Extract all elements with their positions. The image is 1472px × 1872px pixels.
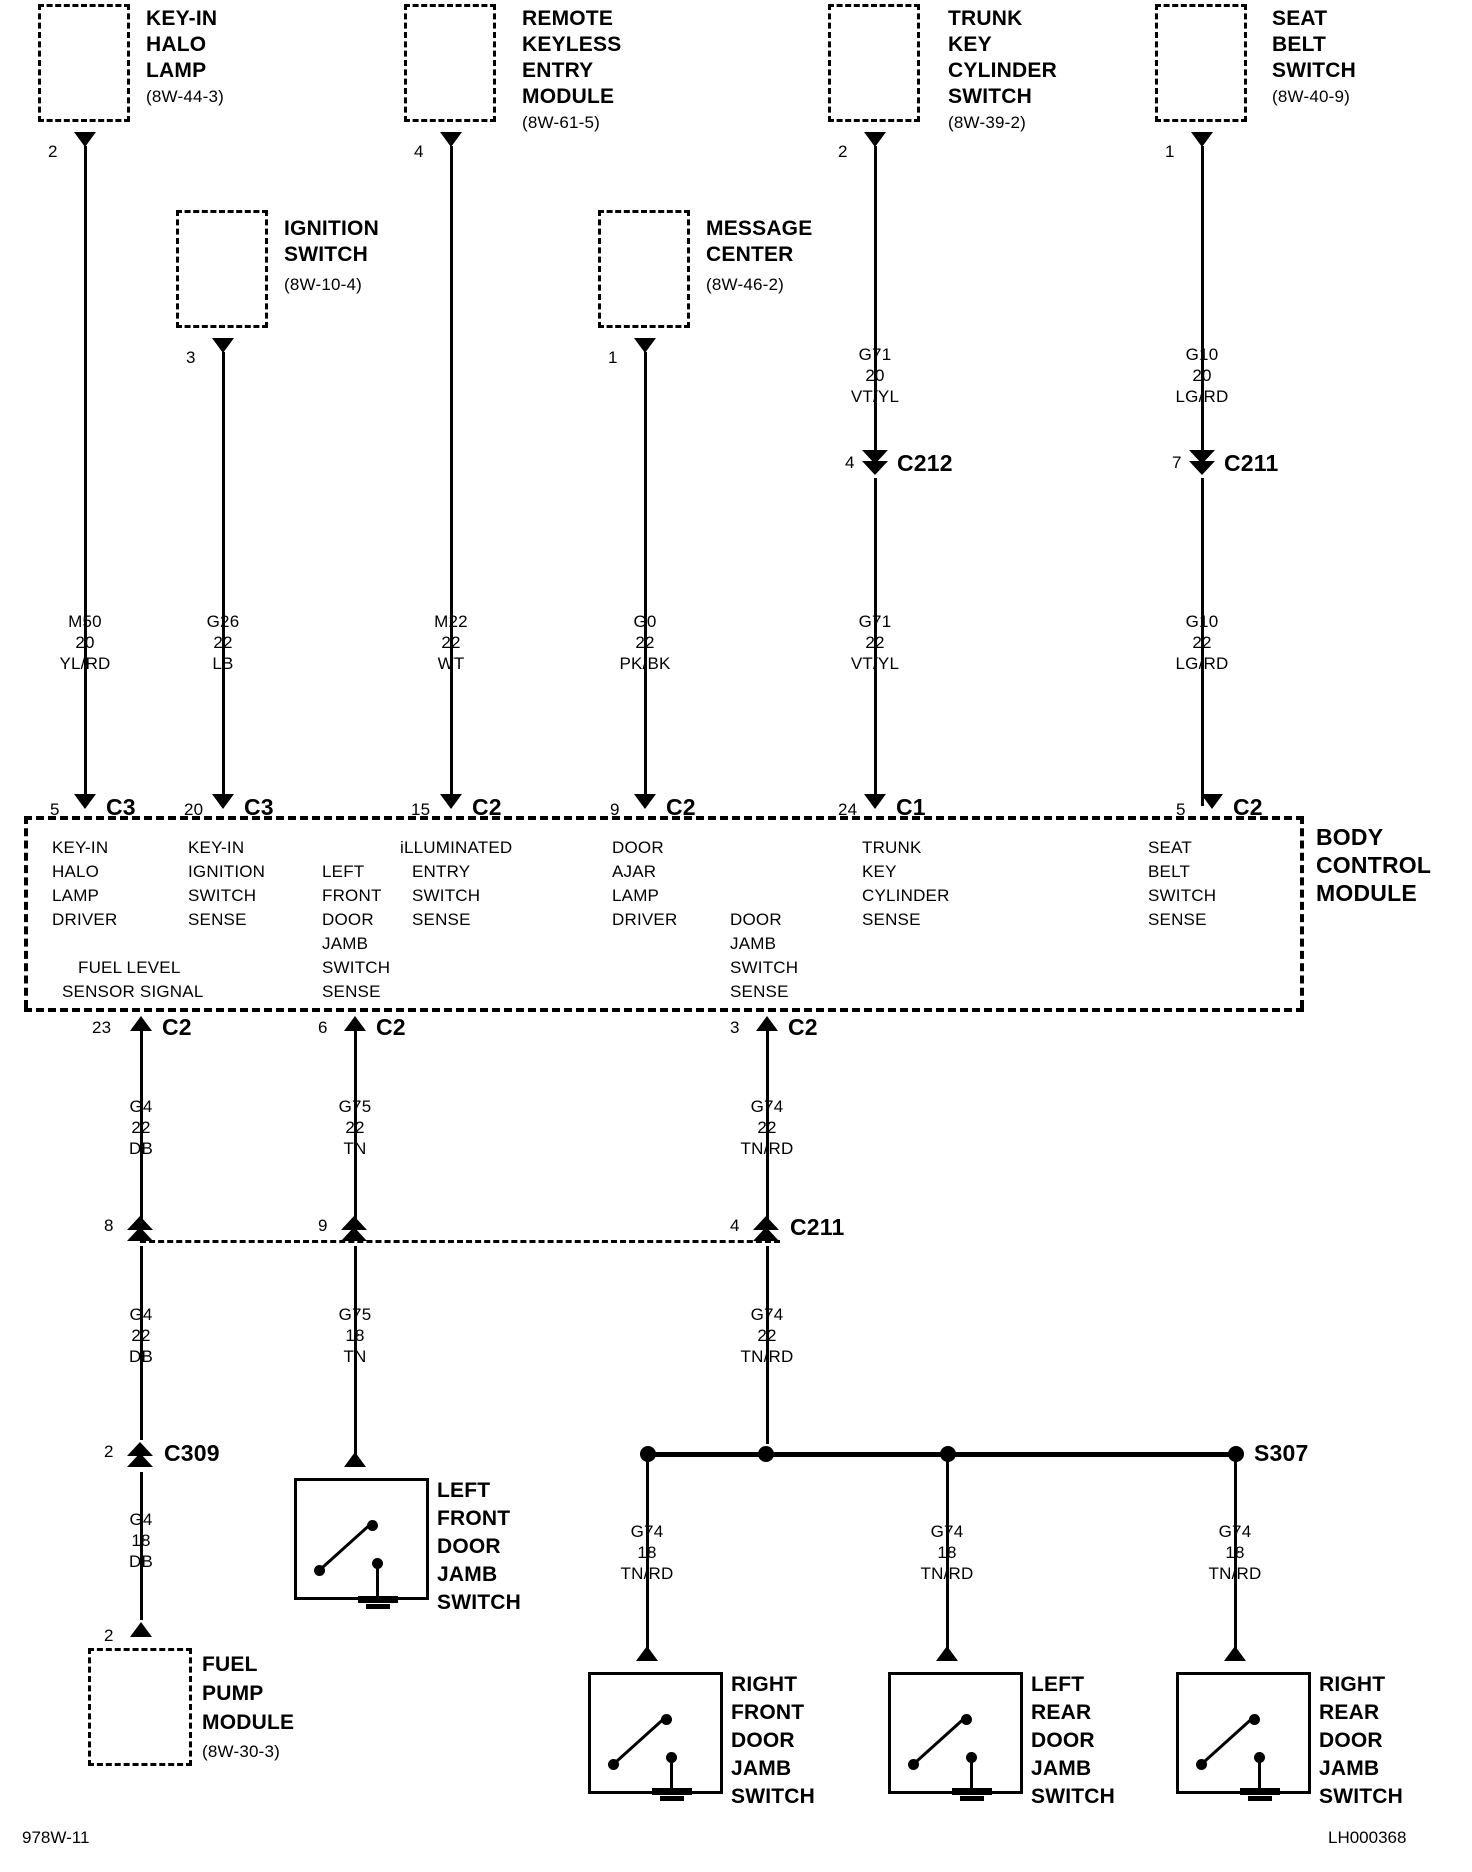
right-rear-jamb-switch-ground-wire bbox=[1258, 1760, 1261, 1790]
seat-belt-switch-box bbox=[1155, 4, 1247, 122]
fn-left-front-door-jamb-line-1: LEFT bbox=[322, 862, 365, 881]
c211-lower-icon-4 bbox=[753, 1216, 779, 1246]
wire-g75-lower-gauge: 18 bbox=[345, 1326, 365, 1345]
wire-m22-gauge: 22 bbox=[441, 633, 461, 652]
fn-key-in-ignition-switch-sense-line-4: SENSE bbox=[188, 910, 247, 929]
bcm-pin-24-c1-number: 24 bbox=[838, 800, 858, 819]
bcm-pin-20-c3-number: 20 bbox=[184, 800, 204, 819]
wire-g10-color: LG/RD bbox=[1175, 654, 1229, 673]
fn-illuminated-entry-line-4: SENSE bbox=[412, 910, 471, 929]
key-in-halo-lamp-connector-arrow bbox=[74, 132, 96, 147]
trunk-key-cylinder-switch-ref: (8W-39-2) bbox=[948, 113, 1027, 132]
fn-key-in-ignition-switch-sense-line-1: KEY-IN bbox=[188, 838, 245, 857]
message-center-label-2: CENTER bbox=[706, 243, 794, 266]
message-center-ref: (8W-46-2) bbox=[706, 275, 785, 294]
c211-lower-pin-8: 8 bbox=[104, 1216, 114, 1235]
right-front-jamb-switch-label-5: SWITCH bbox=[731, 1785, 816, 1808]
c212-pin: 4 bbox=[845, 453, 855, 472]
fn-trunk-key-line-2: KEY bbox=[862, 862, 897, 881]
bcm-pin-23-c2-arrow bbox=[130, 1016, 152, 1031]
c211-lower-icon-8 bbox=[127, 1216, 153, 1246]
footer-right: LH000368 bbox=[1328, 1828, 1407, 1847]
left-rear-jamb-switch-pivot bbox=[908, 1759, 919, 1770]
fuel-pump-module-ref: (8W-30-3) bbox=[202, 1742, 281, 1761]
fn-door-ajar-line-3: LAMP bbox=[612, 886, 660, 905]
right-front-jamb-wire-gauge: 18 bbox=[637, 1543, 657, 1562]
fn-fuel-level-line-2: SENSOR SIGNAL bbox=[62, 982, 204, 1001]
fn-door-ajar-line-2: AJAR bbox=[612, 862, 657, 881]
right-front-door-jamb-switch-box bbox=[588, 1672, 723, 1794]
right-front-jamb-wire-color: TN/RD bbox=[620, 1564, 674, 1583]
bcm-title-line-1: BODY bbox=[1316, 824, 1384, 850]
rke-module-label-4: MODULE bbox=[522, 85, 615, 108]
ignition-switch-label-1: IGNITION bbox=[284, 217, 379, 240]
c309-connector-icon bbox=[127, 1442, 153, 1472]
right-front-jamb-switch-ground-wire bbox=[670, 1760, 673, 1790]
right-rear-jamb-switch-label-4: JAMB bbox=[1319, 1757, 1380, 1780]
right-front-jamb-switch-label-3: DOOR bbox=[731, 1729, 795, 1752]
wire-g74-lower-gauge: 22 bbox=[757, 1326, 777, 1345]
fn-seat-belt-line-3: SWITCH bbox=[1148, 886, 1217, 905]
right-rear-jamb-switch-label-5: SWITCH bbox=[1319, 1785, 1404, 1808]
right-front-jamb-switch-ground-bar-1 bbox=[652, 1788, 692, 1795]
c309-pin: 2 bbox=[104, 1442, 114, 1461]
fn-illuminated-entry-line-3: SWITCH bbox=[412, 886, 481, 905]
left-rear-door-jamb-switch-box bbox=[888, 1672, 1023, 1794]
left-rear-jamb-switch-ground-bar-1 bbox=[952, 1788, 992, 1795]
trunk-key-cylinder-switch-label-3: CYLINDER bbox=[948, 59, 1057, 82]
wire-g4-upper-circuit: G4 bbox=[129, 1097, 153, 1116]
right-rear-door-jamb-switch-box bbox=[1176, 1672, 1311, 1794]
left-rear-jamb-wire-circuit: G74 bbox=[930, 1522, 964, 1541]
wire-g0-circuit: G0 bbox=[633, 612, 657, 631]
key-in-halo-lamp-box bbox=[38, 4, 130, 122]
message-center-label-1: MESSAGE bbox=[706, 217, 813, 240]
right-rear-jamb-wire-circuit: G74 bbox=[1218, 1522, 1252, 1541]
left-front-door-jamb-switch-box bbox=[294, 1478, 429, 1600]
fn-door-jamb-line-3: SWITCH bbox=[730, 958, 799, 977]
right-rear-jamb-switch-ground-bar-2 bbox=[1248, 1796, 1272, 1801]
rke-module-label-1: REMOTE bbox=[522, 7, 614, 30]
left-rear-jamb-switch-label-4: JAMB bbox=[1031, 1757, 1092, 1780]
c211-upper-connector-icon bbox=[1189, 450, 1215, 480]
bcm-pin-15-c2-arrow bbox=[440, 794, 462, 809]
wire-g26-segment bbox=[222, 352, 225, 806]
wire-g4-lower-color: DB bbox=[128, 1347, 154, 1366]
left-front-jamb-switch-contact bbox=[367, 1520, 378, 1531]
right-rear-jamb-switch-ground-bar-1 bbox=[1240, 1788, 1280, 1795]
right-front-jamb-switch-label-2: FRONT bbox=[731, 1701, 805, 1724]
key-in-halo-lamp-label-2: HALO bbox=[146, 33, 207, 56]
bcm-title-line-2: CONTROL bbox=[1316, 852, 1432, 878]
key-in-halo-lamp-label-1: KEY-IN bbox=[146, 7, 218, 30]
seat-belt-switch-ref: (8W-40-9) bbox=[1272, 87, 1351, 106]
ignition-switch-box bbox=[176, 210, 268, 328]
fn-left-front-door-jamb-line-5: SWITCH bbox=[322, 958, 391, 977]
wire-g4-bottom-circuit: G4 bbox=[129, 1510, 153, 1529]
wire-g10-upper-circuit: G10 bbox=[1185, 345, 1219, 364]
right-rear-jamb-switch-arrow bbox=[1224, 1646, 1246, 1661]
fn-seat-belt-line-1: SEAT bbox=[1148, 838, 1192, 857]
fuel-pump-module-pin: 2 bbox=[104, 1626, 114, 1645]
fn-left-front-door-jamb-line-2: FRONT bbox=[322, 886, 382, 905]
message-center-connector-arrow bbox=[634, 338, 656, 353]
fn-left-front-door-jamb-line-4: JAMB bbox=[322, 934, 369, 953]
wire-m50-segment bbox=[84, 146, 87, 806]
bcm-pin-15-c2-number: 15 bbox=[411, 800, 431, 819]
fuel-pump-module-label-1: FUEL bbox=[202, 1653, 258, 1676]
bcm-pin-3-c2-arrow bbox=[756, 1016, 778, 1031]
wire-g74-upper-circuit: G74 bbox=[750, 1097, 784, 1116]
fn-key-in-halo-lamp-driver-line-3: LAMP bbox=[52, 886, 100, 905]
wire-m50-gauge: 20 bbox=[75, 633, 95, 652]
wire-g0-color: PK/BK bbox=[619, 654, 671, 673]
c211-lower-pin-9: 9 bbox=[318, 1216, 328, 1235]
fn-key-in-halo-lamp-driver-line-2: HALO bbox=[52, 862, 100, 881]
bcm-pin-6-c2-number: 6 bbox=[318, 1018, 328, 1037]
fuel-pump-module-arrow bbox=[130, 1622, 152, 1637]
c211-lower-pin-4: 4 bbox=[730, 1216, 740, 1235]
seat-belt-switch-label-3: SWITCH bbox=[1272, 59, 1357, 82]
right-rear-jamb-switch-label-2: REAR bbox=[1319, 1701, 1380, 1724]
trunk-key-cylinder-switch-pin: 2 bbox=[838, 142, 848, 161]
trunk-key-cylinder-switch-label-2: KEY bbox=[948, 33, 992, 56]
left-front-jamb-switch-label-4: JAMB bbox=[437, 1563, 498, 1586]
right-rear-jamb-wire-gauge: 18 bbox=[1225, 1543, 1245, 1562]
wire-g0-gauge: 22 bbox=[635, 633, 655, 652]
fn-key-in-ignition-switch-sense-line-2: IGNITION bbox=[188, 862, 266, 881]
bcm-pin-23-c2-connector: C2 bbox=[162, 1014, 192, 1040]
bcm-pin-5-c3-connector: C3 bbox=[106, 794, 136, 820]
bcm-title-line-3: MODULE bbox=[1316, 880, 1417, 906]
bcm-pin-24-c1-connector: C1 bbox=[896, 794, 926, 820]
fn-door-jamb-line-1: DOOR bbox=[730, 910, 782, 929]
ignition-switch-connector-arrow bbox=[212, 338, 234, 353]
bcm-right-edge bbox=[1300, 816, 1304, 1008]
wire-g75-lower-color: TN bbox=[343, 1347, 367, 1366]
right-front-jamb-switch-label-1: RIGHT bbox=[731, 1673, 798, 1696]
wire-g26-circuit: G26 bbox=[206, 612, 240, 631]
key-in-halo-lamp-label-3: LAMP bbox=[146, 59, 207, 82]
bcm-pin-9-c2-number: 9 bbox=[610, 800, 620, 819]
bcm-pin-5-c2-number: 5 bbox=[1176, 800, 1186, 819]
ignition-switch-label-2: SWITCH bbox=[284, 243, 369, 266]
bcm-top-edge bbox=[24, 816, 1304, 820]
rke-module-connector-arrow bbox=[440, 132, 462, 147]
message-center-box bbox=[598, 210, 690, 328]
bcm-pin-3-c2-number: 3 bbox=[730, 1018, 740, 1037]
wire-g74-upper-gauge: 22 bbox=[757, 1118, 777, 1137]
wire-g10-upper-gauge: 20 bbox=[1192, 366, 1212, 385]
c212-label: C212 bbox=[897, 450, 953, 476]
fn-key-in-ignition-switch-sense-line-3: SWITCH bbox=[188, 886, 257, 905]
bcm-pin-23-c2-number: 23 bbox=[92, 1018, 112, 1037]
wire-g71-color: VT/YL bbox=[850, 654, 900, 673]
right-front-jamb-switch-contact bbox=[661, 1714, 672, 1725]
right-rear-jamb-switch-contact bbox=[1249, 1714, 1260, 1725]
fn-illuminated-entry-line-2: ENTRY bbox=[412, 862, 471, 881]
seat-belt-switch-label-1: SEAT bbox=[1272, 7, 1328, 30]
wire-g71-upper-color: VT/YL bbox=[850, 387, 900, 406]
fn-door-ajar-line-1: DOOR bbox=[612, 838, 664, 857]
bcm-pin-9-c2-arrow bbox=[634, 794, 656, 809]
left-rear-jamb-switch-label-1: LEFT bbox=[1031, 1673, 1085, 1696]
left-front-jamb-switch-label-3: DOOR bbox=[437, 1535, 501, 1558]
right-front-jamb-wire-circuit: G74 bbox=[630, 1522, 664, 1541]
wire-g74-lower-color: TN/RD bbox=[740, 1347, 794, 1366]
right-rear-jamb-switch-label-1: RIGHT bbox=[1319, 1673, 1386, 1696]
left-rear-jamb-switch-label-3: DOOR bbox=[1031, 1729, 1095, 1752]
fn-left-front-door-jamb-line-6: SENSE bbox=[322, 982, 381, 1001]
fn-seat-belt-line-4: SENSE bbox=[1148, 910, 1207, 929]
wire-g10-circuit: G10 bbox=[1185, 612, 1219, 631]
trunk-key-cylinder-switch-label-4: SWITCH bbox=[948, 85, 1033, 108]
seat-belt-switch-label-2: BELT bbox=[1272, 33, 1327, 56]
bcm-pin-6-c2-arrow bbox=[344, 1016, 366, 1031]
wire-g4-upper-color: DB bbox=[128, 1139, 154, 1158]
c309-label: C309 bbox=[164, 1440, 220, 1466]
wire-g74-lower-circuit: G74 bbox=[750, 1305, 784, 1324]
right-rear-jamb-switch-label-3: DOOR bbox=[1319, 1729, 1383, 1752]
wire-g0-segment bbox=[644, 352, 647, 806]
bcm-pin-9-c2-connector: C2 bbox=[666, 794, 696, 820]
ignition-switch-ref: (8W-10-4) bbox=[284, 275, 363, 294]
seat-belt-switch-connector-arrow bbox=[1191, 132, 1213, 147]
wire-g4-upper-gauge: 22 bbox=[131, 1118, 151, 1137]
left-front-jamb-switch-ground-bar-1 bbox=[358, 1596, 398, 1603]
wire-g26-color: LB bbox=[212, 654, 234, 673]
fn-trunk-key-line-1: TRUNK bbox=[862, 838, 922, 857]
right-rear-jamb-wire-color: TN/RD bbox=[1208, 1564, 1262, 1583]
fn-door-ajar-line-4: DRIVER bbox=[612, 910, 678, 929]
bcm-left-edge bbox=[24, 816, 28, 1008]
seat-belt-switch-pin: 1 bbox=[1165, 142, 1175, 161]
bcm-pin-15-c2-connector: C2 bbox=[472, 794, 502, 820]
key-in-halo-lamp-ref: (8W-44-3) bbox=[146, 87, 225, 106]
bcm-pin-3-c2-connector: C2 bbox=[788, 1014, 818, 1040]
left-front-jamb-switch-pivot bbox=[314, 1565, 325, 1576]
c211-lower-label: C211 bbox=[790, 1214, 845, 1240]
footer-left: 978W-11 bbox=[22, 1828, 90, 1847]
fuel-pump-module-box bbox=[88, 1648, 192, 1766]
fn-left-front-door-jamb-line-3: DOOR bbox=[322, 910, 374, 929]
fn-door-jamb-line-4: SENSE bbox=[730, 982, 789, 1001]
wire-g4-bottom-color: DB bbox=[128, 1552, 154, 1571]
bcm-pin-20-c3-arrow bbox=[212, 794, 234, 809]
rke-module-box bbox=[404, 4, 496, 122]
left-front-jamb-switch-label-2: FRONT bbox=[437, 1507, 511, 1530]
left-rear-jamb-switch-label-2: REAR bbox=[1031, 1701, 1092, 1724]
bcm-pin-5-c3-number: 5 bbox=[50, 800, 60, 819]
wire-g74-upper-color: TN/RD bbox=[740, 1139, 794, 1158]
fn-trunk-key-line-4: SENSE bbox=[862, 910, 921, 929]
wire-g71-circuit: G71 bbox=[858, 612, 892, 631]
fn-trunk-key-line-3: CYLINDER bbox=[862, 886, 950, 905]
message-center-pin: 1 bbox=[608, 348, 618, 367]
right-front-jamb-switch-arrow bbox=[636, 1646, 658, 1661]
rke-module-label-2: KEYLESS bbox=[522, 33, 622, 56]
wire-g75-upper-gauge: 22 bbox=[345, 1118, 365, 1137]
rke-module-pin: 4 bbox=[414, 142, 424, 161]
wire-m50-color: YL/RD bbox=[59, 654, 111, 673]
rke-module-ref: (8W-61-5) bbox=[522, 113, 601, 132]
wire-g4-lower-gauge: 22 bbox=[131, 1326, 151, 1345]
wire-g4-lower-circuit: G4 bbox=[129, 1305, 153, 1324]
s307-label: S307 bbox=[1254, 1440, 1309, 1466]
right-rear-jamb-switch-pivot bbox=[1196, 1759, 1207, 1770]
c211-lower-icon-9 bbox=[341, 1216, 367, 1246]
trunk-key-cylinder-switch-label-1: TRUNK bbox=[948, 7, 1023, 30]
fn-door-jamb-line-2: JAMB bbox=[730, 934, 777, 953]
s307-dot-center-left bbox=[758, 1446, 774, 1462]
wire-m22-segment bbox=[450, 146, 453, 806]
left-rear-jamb-switch-ground-wire bbox=[970, 1760, 973, 1790]
left-front-jamb-switch-ground-wire bbox=[376, 1566, 379, 1598]
fn-illuminated-entry-line-1: iLLUMINATED bbox=[400, 838, 513, 857]
rke-module-label-3: ENTRY bbox=[522, 59, 594, 82]
left-rear-jamb-switch-arrow bbox=[936, 1646, 958, 1661]
wire-g71-upper-segment bbox=[874, 146, 877, 456]
wire-m22-color: WT bbox=[437, 654, 465, 673]
ignition-switch-pin: 3 bbox=[186, 348, 196, 367]
wire-m50-circuit: M50 bbox=[68, 612, 102, 631]
wire-m22-circuit: M22 bbox=[434, 612, 468, 631]
left-front-jamb-switch-arrow bbox=[344, 1452, 366, 1467]
trunk-key-cylinder-switch-box bbox=[828, 4, 920, 122]
fn-key-in-halo-lamp-driver-line-1: KEY-IN bbox=[52, 838, 109, 857]
wire-g71-upper-circuit: G71 bbox=[858, 345, 892, 364]
wire-g26-gauge: 22 bbox=[213, 633, 233, 652]
wire-g10-upper-segment bbox=[1201, 146, 1204, 456]
left-rear-jamb-switch-contact bbox=[961, 1714, 972, 1725]
fn-key-in-halo-lamp-driver-line-4: DRIVER bbox=[52, 910, 118, 929]
wire-g75-lower-circuit: G75 bbox=[338, 1305, 372, 1324]
bcm-pin-24-c1-arrow bbox=[864, 794, 886, 809]
left-rear-jamb-switch-ground-bar-2 bbox=[960, 1796, 984, 1801]
bcm-pin-20-c3-connector: C3 bbox=[244, 794, 274, 820]
wire-g71-gauge: 22 bbox=[865, 633, 885, 652]
wire-g4-bottom-gauge: 18 bbox=[131, 1531, 151, 1550]
fuel-pump-module-label-3: MODULE bbox=[202, 1711, 295, 1734]
wire-g10-gauge: 22 bbox=[1192, 633, 1212, 652]
left-front-jamb-switch-ground-bar-2 bbox=[366, 1604, 390, 1609]
left-rear-jamb-wire-color: TN/RD bbox=[920, 1564, 974, 1583]
bcm-pin-5-c3-arrow bbox=[74, 794, 96, 809]
left-rear-jamb-wire-gauge: 18 bbox=[937, 1543, 957, 1562]
right-front-jamb-switch-ground-bar-2 bbox=[660, 1796, 684, 1801]
trunk-key-cylinder-switch-connector-arrow bbox=[864, 132, 886, 147]
right-front-jamb-switch-label-4: JAMB bbox=[731, 1757, 792, 1780]
c211-upper-label: C211 bbox=[1224, 450, 1279, 476]
wire-g71-upper-gauge: 20 bbox=[865, 366, 885, 385]
key-in-halo-lamp-pin: 2 bbox=[48, 142, 58, 161]
left-front-jamb-switch-label-1: LEFT bbox=[437, 1479, 491, 1502]
wire-g75-upper-color: TN bbox=[343, 1139, 367, 1158]
fn-fuel-level-line-1: FUEL LEVEL bbox=[78, 958, 181, 977]
c211-lower-tie-line bbox=[140, 1240, 780, 1243]
bcm-pin-5-c2-connector: C2 bbox=[1233, 794, 1263, 820]
fn-seat-belt-line-2: BELT bbox=[1148, 862, 1191, 881]
bcm-bottom-edge bbox=[24, 1008, 1304, 1012]
wire-g10-upper-color: LG/RD bbox=[1175, 387, 1229, 406]
fuel-pump-module-label-2: PUMP bbox=[202, 1682, 264, 1705]
bcm-pin-5-c2-arrow bbox=[1201, 794, 1223, 809]
left-rear-jamb-switch-label-5: SWITCH bbox=[1031, 1785, 1116, 1808]
bcm-pin-6-c2-connector: C2 bbox=[376, 1014, 406, 1040]
left-front-jamb-switch-label-5: SWITCH bbox=[437, 1591, 522, 1614]
wire-g75-upper-circuit: G75 bbox=[338, 1097, 372, 1116]
c211-upper-pin: 7 bbox=[1172, 453, 1182, 472]
c212-connector-icon bbox=[862, 450, 888, 480]
right-front-jamb-switch-pivot bbox=[608, 1759, 619, 1770]
